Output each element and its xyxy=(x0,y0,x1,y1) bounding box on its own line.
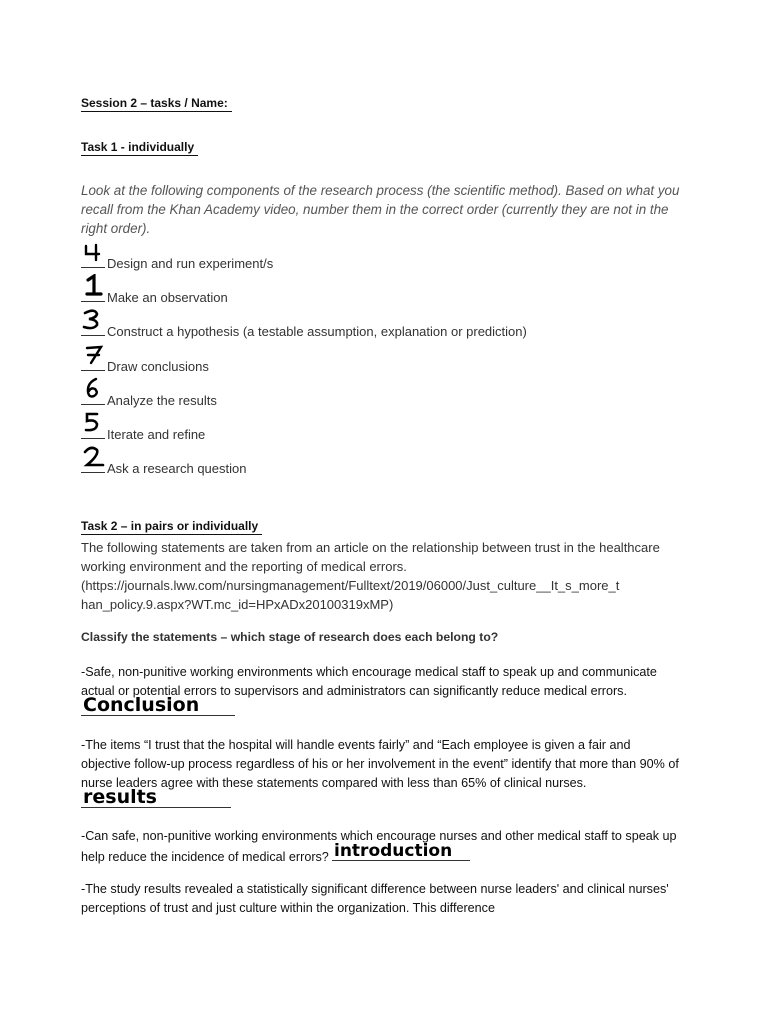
handwritten-answer xyxy=(81,783,231,809)
svg-text:Conclusion: Conclusion xyxy=(83,694,200,716)
answer-field[interactable] xyxy=(81,786,231,808)
handwritten-number-6 xyxy=(81,377,107,401)
task2-question: Classify the statements – which stage of research does each belong to? xyxy=(81,630,499,644)
task1-item[interactable]: Design and run experiment/s xyxy=(81,256,273,278)
handwritten-number-3 xyxy=(81,308,107,332)
handwritten-number-1 xyxy=(81,274,107,298)
handwritten-answer xyxy=(81,691,235,717)
task1-item[interactable]: Make an observation xyxy=(81,290,228,312)
task1-item[interactable]: Analyze the results xyxy=(81,393,217,415)
task2-heading: Task 2 – in pairs or individually xyxy=(81,519,262,535)
answer-field[interactable] xyxy=(81,694,235,716)
task1-heading: Task 1 - individually xyxy=(81,140,198,156)
handwritten-answer xyxy=(332,836,470,862)
task1-item[interactable]: Draw conclusions xyxy=(81,359,209,381)
session-heading: Session 2 – tasks / Name: xyxy=(81,96,232,112)
task1-instructions: Look at the following components of the research process (the scientific method). Based on what you recall from the Khan Academy video, number them in the correct order (currently they are not in the right order). xyxy=(81,183,680,236)
answer-field[interactable] xyxy=(332,841,470,861)
statement: -Can safe, non-punitive working environments which encourage nurses and other medical staff to speak up help reduce the incidence of medical errors? introduction xyxy=(81,829,677,864)
task1-item[interactable]: Construct a hypothesis (a testable assumption, explanation or prediction) xyxy=(81,324,527,346)
statement: -The study results revealed a statistically significant difference between nurse leaders' and clinical nurses' perceptions of trust and just culture within the organization. This difference xyxy=(81,882,669,915)
task2-intro: The following statements are taken from an article on the relationship between trust in the healthcare working environment and the reporting of medical errors. (https://journals.lww.com/nursingmanagement/Fulltext/2019/06000/Just_culture__It_s_more_t han_policy.9.aspx?WT.mc_id=HPxADx20100319xMP) xyxy=(81,540,660,612)
statement: -Safe, non-punitive working environments which encourage medical staff to speak up and communicate actual or potential errors to supervisors and administrators can significantly reduce medical errors. Conclusion xyxy=(81,665,657,716)
statement: -The items “I trust that the hospital will handle events fairly” and “Each employee is given a fair and objective follow-up process regardless of his or her involvement in the event” identify that more than 90% of nurse leaders agree with these statements compared with less than 65% of clinical nurses. results xyxy=(81,738,679,808)
handwritten-number-2 xyxy=(81,445,107,469)
handwritten-number-5 xyxy=(81,411,107,435)
handwritten-number-4 xyxy=(81,240,107,264)
task1-item[interactable]: Ask a research question xyxy=(81,461,246,483)
svg-text:results: results xyxy=(83,786,157,808)
svg-text:introduction: introduction xyxy=(334,841,453,861)
handwritten-number-7 xyxy=(81,343,107,367)
task1-item[interactable]: Iterate and refine xyxy=(81,427,205,449)
